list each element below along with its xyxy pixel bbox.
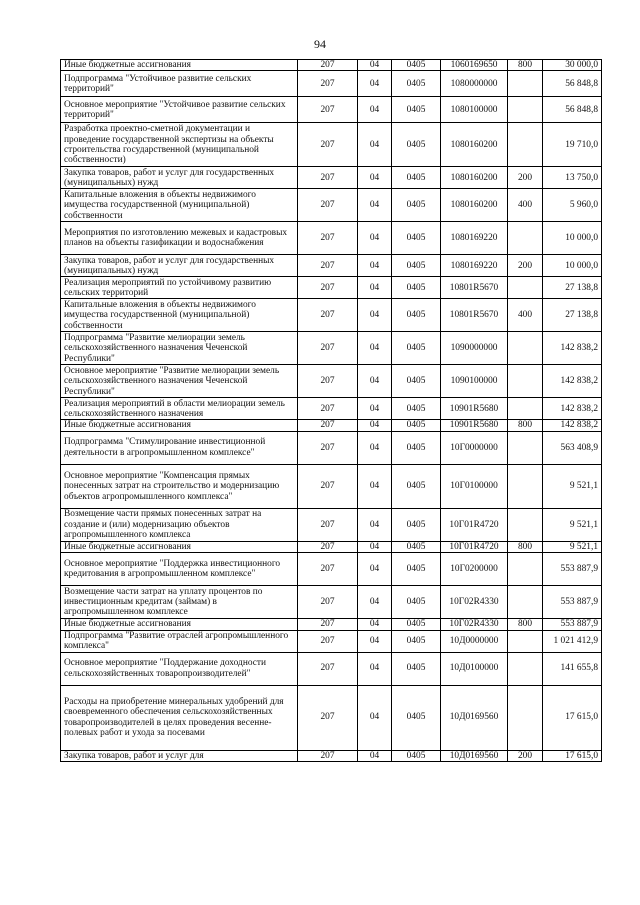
cell-name: Капитальные вложения в объекты недвижимого имущества государственной (муниципальной) собственности — [61, 299, 298, 332]
cell-ministry: 207 — [298, 332, 358, 365]
cell-subsection: 0405 — [392, 189, 441, 222]
cell-amount: 56 848,8 — [543, 97, 602, 123]
cell-ministry: 207 — [298, 652, 358, 685]
cell-expense-type — [508, 630, 543, 652]
table-row — [61, 332, 602, 365]
cell-expense-type — [508, 365, 543, 398]
cell-amount: 17 615,0 — [543, 750, 602, 761]
cell-name: Иные бюджетные ассигнования — [61, 60, 298, 71]
cell-amount: 142 838,2 — [543, 398, 602, 420]
table-row — [61, 189, 602, 222]
cell-amount: 5 960,0 — [543, 189, 602, 222]
cell-section: 04 — [358, 222, 392, 255]
cell-subsection: 0405 — [392, 541, 441, 552]
cell-subsection: 0405 — [392, 123, 441, 167]
cell-subsection: 0405 — [392, 97, 441, 123]
cell-expense-type — [508, 97, 543, 123]
cell-name: Иные бюджетные ассигнования — [61, 420, 298, 431]
cell-section: 04 — [358, 685, 392, 750]
cell-expense-type: 400 — [508, 299, 543, 332]
cell-amount: 17 615,0 — [543, 685, 602, 750]
cell-target-article: 10Г0200000 — [441, 553, 508, 586]
cell-ministry: 207 — [298, 255, 358, 277]
cell-subsection: 0405 — [392, 586, 441, 619]
cell-amount: 9 521,1 — [543, 508, 602, 541]
cell-amount: 19 710,0 — [543, 123, 602, 167]
table-row — [61, 97, 602, 123]
table-row — [61, 277, 602, 299]
cell-section: 04 — [358, 97, 392, 123]
cell-expense-type — [508, 685, 543, 750]
cell-name: Подпрограмма "Развитие мелиорации земель сельскохозяйственного назначения Чеченской Республики" — [61, 332, 298, 365]
cell-expense-type: 800 — [508, 420, 543, 431]
cell-target-article: 10Д0000000 — [441, 630, 508, 652]
cell-section: 04 — [358, 553, 392, 586]
cell-name: Реализация мероприятий по устойчивому развитию сельских территорий — [61, 277, 298, 299]
budget-table — [60, 59, 602, 762]
cell-section: 04 — [358, 431, 392, 464]
cell-expense-type: 200 — [508, 750, 543, 761]
cell-target-article: 10Г02R4330 — [441, 619, 508, 630]
cell-ministry: 207 — [298, 71, 358, 97]
cell-section: 04 — [358, 750, 392, 761]
cell-ministry: 207 — [298, 685, 358, 750]
cell-section: 04 — [358, 277, 392, 299]
table-row — [61, 586, 602, 619]
cell-subsection: 0405 — [392, 431, 441, 464]
cell-name: Закупка товаров, работ и услуг для государственных (муниципальных) нужд — [61, 167, 298, 189]
cell-target-article: 10Г01R4720 — [441, 541, 508, 552]
cell-name: Подпрограмма "Устойчивое развитие сельских территорий" — [61, 71, 298, 97]
cell-ministry: 207 — [298, 464, 358, 508]
cell-name: Иные бюджетные ассигнования — [61, 541, 298, 552]
table-row — [61, 398, 602, 420]
cell-ministry: 207 — [298, 222, 358, 255]
cell-name: Расходы на приобретение минеральных удобрений для своевременного обеспечения сельскохозяйственных товаропроизводителей в целях проведения весенне-полевых работ и ухода за посевами — [61, 685, 298, 750]
cell-expense-type: 800 — [508, 60, 543, 71]
cell-target-article: 1090000000 — [441, 332, 508, 365]
cell-target-article: 10801R5670 — [441, 299, 508, 332]
cell-expense-type: 800 — [508, 619, 543, 630]
cell-target-article: 1090100000 — [441, 365, 508, 398]
cell-expense-type — [508, 464, 543, 508]
cell-name: Капитальные вложения в объекты недвижимого имущества государственной (муниципальной) собственности — [61, 189, 298, 222]
cell-ministry: 207 — [298, 299, 358, 332]
cell-ministry: 207 — [298, 508, 358, 541]
cell-section: 04 — [358, 630, 392, 652]
cell-subsection: 0405 — [392, 255, 441, 277]
table-body — [61, 60, 602, 762]
cell-target-article: 1080160200 — [441, 123, 508, 167]
cell-amount: 27 138,8 — [543, 299, 602, 332]
cell-amount: 27 138,8 — [543, 277, 602, 299]
cell-amount: 13 750,0 — [543, 167, 602, 189]
cell-expense-type — [508, 508, 543, 541]
cell-target-article: 10801R5670 — [441, 277, 508, 299]
cell-name: Основное мероприятие "Поддержание доходности сельскохозяйственных товаропроизводителей" — [61, 652, 298, 685]
cell-subsection: 0405 — [392, 60, 441, 71]
cell-section: 04 — [358, 123, 392, 167]
cell-ministry: 207 — [298, 541, 358, 552]
cell-subsection: 0405 — [392, 365, 441, 398]
cell-subsection: 0405 — [392, 332, 441, 365]
cell-ministry: 207 — [298, 277, 358, 299]
cell-target-article: 10Д0169560 — [441, 750, 508, 761]
cell-expense-type — [508, 222, 543, 255]
cell-section: 04 — [358, 332, 392, 365]
cell-section: 04 — [358, 586, 392, 619]
table-row — [61, 630, 602, 652]
cell-section: 04 — [358, 652, 392, 685]
cell-amount: 553 887,9 — [543, 553, 602, 586]
cell-expense-type: 200 — [508, 167, 543, 189]
cell-subsection: 0405 — [392, 619, 441, 630]
cell-amount: 553 887,9 — [543, 586, 602, 619]
table-row — [61, 619, 602, 630]
table-row — [61, 508, 602, 541]
cell-name: Закупка товаров, работ и услуг для государственных (муниципальных) нужд — [61, 255, 298, 277]
cell-section: 04 — [358, 60, 392, 71]
cell-ministry: 207 — [298, 586, 358, 619]
cell-target-article: 10901R5680 — [441, 420, 508, 431]
cell-amount: 56 848,8 — [543, 71, 602, 97]
cell-section: 04 — [358, 255, 392, 277]
table-row — [61, 255, 602, 277]
cell-ministry: 207 — [298, 123, 358, 167]
page-number: 94 — [314, 37, 326, 51]
cell-expense-type — [508, 586, 543, 619]
table-row — [61, 553, 602, 586]
cell-target-article: 1080160200 — [441, 189, 508, 222]
cell-subsection: 0405 — [392, 750, 441, 761]
cell-amount: 1 021 412,9 — [543, 630, 602, 652]
cell-amount: 10 000,0 — [543, 222, 602, 255]
cell-target-article: 10Д0169560 — [441, 685, 508, 750]
cell-section: 04 — [358, 420, 392, 431]
cell-subsection: 0405 — [392, 652, 441, 685]
cell-name: Подпрограмма "Развитие отраслей агропромышленного комплекса" — [61, 630, 298, 652]
cell-amount: 9 521,1 — [543, 464, 602, 508]
cell-expense-type — [508, 431, 543, 464]
cell-ministry: 207 — [298, 167, 358, 189]
cell-section: 04 — [358, 71, 392, 97]
cell-target-article: 10Д0100000 — [441, 652, 508, 685]
cell-target-article: 1080100000 — [441, 97, 508, 123]
cell-target-article: 1080160200 — [441, 167, 508, 189]
cell-target-article: 10Г01R4720 — [441, 508, 508, 541]
cell-ministry: 207 — [298, 97, 358, 123]
cell-target-article: 1080000000 — [441, 71, 508, 97]
table-row — [61, 750, 602, 761]
cell-subsection: 0405 — [392, 71, 441, 97]
cell-name: Основное мероприятие "Развитие мелиорации земель сельскохозяйственного назначения Чеченской Республики" — [61, 365, 298, 398]
table-row — [61, 464, 602, 508]
cell-subsection: 0405 — [392, 420, 441, 431]
cell-subsection: 0405 — [392, 508, 441, 541]
cell-subsection: 0405 — [392, 685, 441, 750]
table-row — [61, 167, 602, 189]
cell-section: 04 — [358, 508, 392, 541]
table-row — [61, 123, 602, 167]
cell-ministry: 207 — [298, 750, 358, 761]
cell-expense-type — [508, 652, 543, 685]
cell-name: Возмещение части затрат на уплату процентов по инвестиционным кредитам (займам) в агропромышленном комплексе — [61, 586, 298, 619]
cell-amount: 9 521,1 — [543, 541, 602, 552]
cell-name: Подпрограмма "Стимулирование инвестиционной деятельности в агропромышленном комплексе" — [61, 431, 298, 464]
cell-section: 04 — [358, 619, 392, 630]
cell-expense-type — [508, 71, 543, 97]
cell-name: Мероприятия по изготовлению межевых и кадастровых планов на объекты газификации и водоснабжения — [61, 222, 298, 255]
table-row — [61, 299, 602, 332]
cell-ministry: 207 — [298, 365, 358, 398]
cell-name: Разработка проектно-сметной документации и проведение государственной экспертизы на объекты строительства государственной (муниципальной собственности) — [61, 123, 298, 167]
cell-expense-type — [508, 277, 543, 299]
cell-amount: 563 408,9 — [543, 431, 602, 464]
cell-section: 04 — [358, 365, 392, 398]
cell-ministry: 207 — [298, 553, 358, 586]
cell-name: Основное мероприятие "Компенсация прямых понесенных затрат на строительство и модернизацию объектов агропромышленного комплекса" — [61, 464, 298, 508]
cell-subsection: 0405 — [392, 398, 441, 420]
cell-amount: 30 000,0 — [543, 60, 602, 71]
table-row — [61, 365, 602, 398]
cell-amount: 142 838,2 — [543, 365, 602, 398]
cell-section: 04 — [358, 398, 392, 420]
table-row — [61, 431, 602, 464]
cell-section: 04 — [358, 189, 392, 222]
cell-name: Закупка товаров, работ и услуг для — [61, 750, 298, 761]
cell-name: Основное мероприятие "Устойчивое развитие сельских территорий" — [61, 97, 298, 123]
cell-ministry: 207 — [298, 60, 358, 71]
cell-target-article: 10901R5680 — [441, 398, 508, 420]
cell-subsection: 0405 — [392, 553, 441, 586]
cell-subsection: 0405 — [392, 167, 441, 189]
cell-subsection: 0405 — [392, 222, 441, 255]
cell-subsection: 0405 — [392, 299, 441, 332]
cell-subsection: 0405 — [392, 464, 441, 508]
cell-target-article: 10Г0000000 — [441, 431, 508, 464]
cell-expense-type — [508, 332, 543, 365]
table-row — [61, 652, 602, 685]
cell-amount: 10 000,0 — [543, 255, 602, 277]
cell-expense-type: 400 — [508, 189, 543, 222]
cell-target-article: 1080169220 — [441, 255, 508, 277]
cell-ministry: 207 — [298, 189, 358, 222]
cell-section: 04 — [358, 464, 392, 508]
cell-subsection: 0405 — [392, 277, 441, 299]
cell-target-article: 1080169220 — [441, 222, 508, 255]
cell-name: Реализация мероприятий в области мелиорации земель сельскохозяйственного назначения — [61, 398, 298, 420]
cell-ministry: 207 — [298, 630, 358, 652]
cell-amount: 553 887,9 — [543, 619, 602, 630]
cell-expense-type — [508, 398, 543, 420]
cell-ministry: 207 — [298, 619, 358, 630]
table-row — [61, 685, 602, 750]
table-row — [61, 60, 602, 71]
cell-amount: 142 838,2 — [543, 332, 602, 365]
cell-name: Основное мероприятие "Поддержка инвестиционного кредитования в агропромышленном комплексе" — [61, 553, 298, 586]
cell-section: 04 — [358, 541, 392, 552]
cell-target-article: 10Г02R4330 — [441, 586, 508, 619]
cell-amount: 142 838,2 — [543, 420, 602, 431]
cell-section: 04 — [358, 167, 392, 189]
table-row — [61, 541, 602, 552]
cell-target-article: 1060169650 — [441, 60, 508, 71]
cell-target-article: 10Г0100000 — [441, 464, 508, 508]
cell-expense-type: 200 — [508, 255, 543, 277]
table-row — [61, 222, 602, 255]
cell-amount: 141 655,8 — [543, 652, 602, 685]
table-row — [61, 71, 602, 97]
table-row — [61, 420, 602, 431]
cell-expense-type: 800 — [508, 541, 543, 552]
cell-expense-type — [508, 553, 543, 586]
cell-subsection: 0405 — [392, 630, 441, 652]
cell-expense-type — [508, 123, 543, 167]
cell-name: Возмещение части прямых понесенных затрат на создание и (или) модернизацию объектов агропромышленного комплекса — [61, 508, 298, 541]
cell-section: 04 — [358, 299, 392, 332]
cell-ministry: 207 — [298, 420, 358, 431]
cell-name: Иные бюджетные ассигнования — [61, 619, 298, 630]
cell-ministry: 207 — [298, 398, 358, 420]
cell-ministry: 207 — [298, 431, 358, 464]
